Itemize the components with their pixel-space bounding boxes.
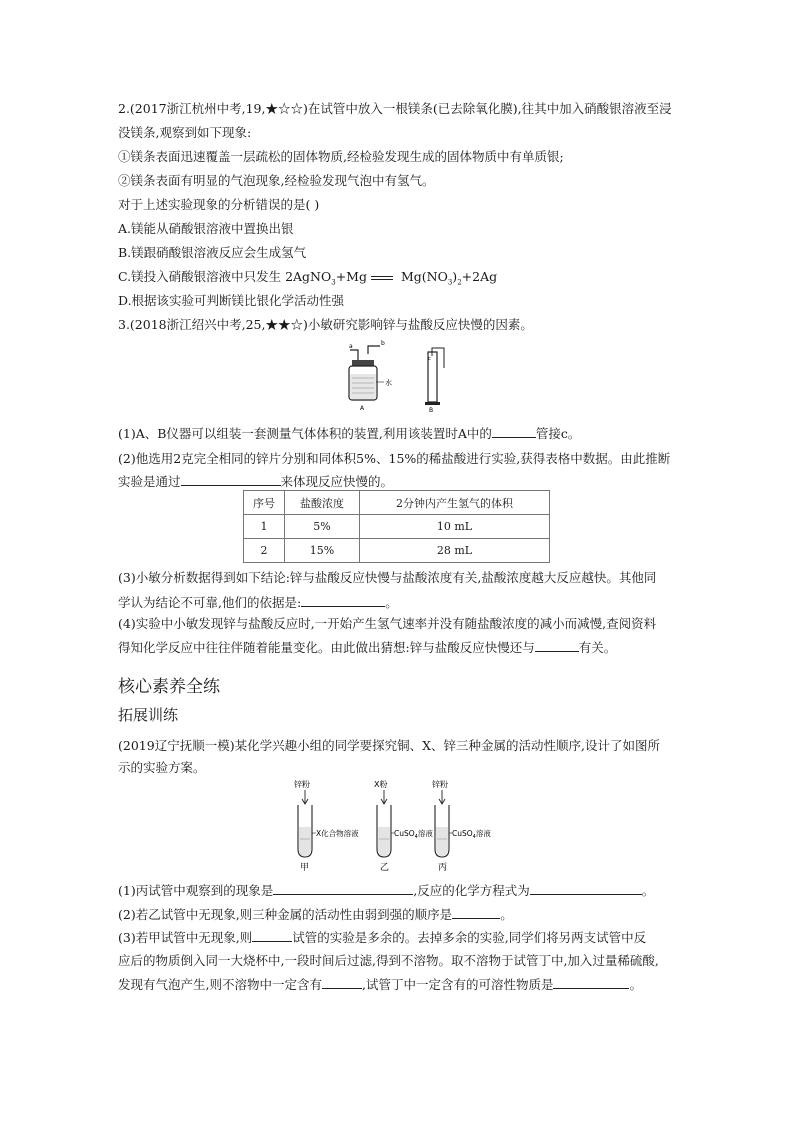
answer-blank-ext-1b[interactable]: [530, 881, 642, 895]
q2-option-d: D.根据该实验可判断镁比银化学活动性强: [118, 293, 345, 308]
table-cell: 5%: [285, 515, 360, 539]
table-cell: 10 mL: [360, 515, 550, 539]
q2-question: 对于上述实验现象的分析错误的是( ): [118, 197, 320, 212]
q3-part-3-line-2: 学认为结论不可靠,他们的依据是: 。: [118, 595, 398, 610]
q3-part-2-line-1: (2)他选用2克完全相同的锌片分别和同体积5%、15%的稀盐酸进行实验,获得表格中数据。由此推断: [118, 451, 671, 466]
ext-part-3-line-1: (3)若甲试管中无现象,则 试管的实验是多余的。去掉多余的实验,同学们将另两支试管中反: [118, 930, 647, 945]
q2-line-3: ①镁条表面迅速覆盖一层疏松的固体物质,经检验发现生成的固体物质中有单质银;: [118, 149, 564, 164]
ext-intro-line-2: 示的实验方案。: [118, 760, 206, 775]
table-cell: 1: [244, 515, 285, 539]
solution-label-1: X化合物溶液: [316, 829, 359, 838]
label-b: b: [381, 340, 385, 347]
answer-blank-ext-1a[interactable]: [273, 881, 413, 895]
answer-blank-ext-3b[interactable]: [322, 975, 362, 989]
label-B: B: [429, 407, 434, 414]
powder-label-1: 锌粉: [294, 780, 310, 789]
q2-option-b: B.镁跟硝酸银溶液反应会生成氢气: [118, 245, 307, 260]
label-water: 水: [385, 379, 392, 387]
solution-label-2: CuSO$_4$溶液: [394, 829, 433, 840]
ext-part-3-line-3: 发现有气泡产生,则不溶物中一定含有 ,试管丁中一定含有的可溶性物质是 。: [118, 977, 642, 992]
tube-label-bing: 丙: [438, 863, 448, 873]
q2-line-2: 没镁条,观察到如下现象:: [118, 125, 252, 140]
table-header: 2分钟内产生氢气的体积: [360, 491, 550, 515]
answer-blank-q3-1[interactable]: [492, 424, 536, 438]
answer-blank-ext-2[interactable]: [452, 905, 500, 919]
label-A: A: [360, 405, 365, 412]
powder-label-2: X粉: [374, 780, 388, 789]
ext-part-1: (1)丙试管中观察到的现象是 ,反应的化学方程式为 。: [118, 883, 655, 898]
q3-part-4-line-1: (4)实验中小敏发现锌与盐酸反应时,一开始产生氢气速率并没有随盐酸浓度的减小而减慢,查阅资料: [118, 616, 657, 631]
table-header-row: [244, 491, 550, 515]
q2-line-4: ②镁条表面有明显的气泡现象,经检验发现气泡中有氢气。: [118, 173, 435, 188]
q2-option-a: A.镁能从硝酸银溶液中置换出银: [118, 221, 294, 236]
q3-part-4-line-2: 得知化学反应中往往伴随着能量变化。由此做出猜想:锌与盐酸反应快慢还与 有关。: [118, 640, 617, 655]
ext-intro-line-1: (2019辽宁抚顺一模)某化学兴趣小组的同学要探究铜、X、锌三种金属的活动性顺序,设计了如图所: [118, 738, 660, 753]
table-cell: 2: [244, 539, 285, 563]
q3-intro: 3.(2018浙江绍兴中考,25,★★☆)小敏研究影响锌与盐酸反应快慢的因素。: [118, 317, 533, 332]
answer-blank-q3-4[interactable]: [535, 638, 579, 652]
answer-blank-ext-3a[interactable]: [252, 928, 292, 942]
ext-part-2: (2)若乙试管中无现象,则三种金属的活动性由弱到强的顺序是 。: [118, 907, 513, 922]
table-cell: 15%: [285, 539, 360, 563]
answer-blank-ext-3c[interactable]: [553, 975, 629, 989]
answer-blank-q3-3[interactable]: [301, 593, 385, 607]
answer-blank-q3-2[interactable]: [181, 472, 281, 486]
q3-part-1: (1)A、B仪器可以组装一套测量气体体积的装置,利用该装置时A中的 管接c。: [118, 426, 581, 441]
q3-part-3-line-1: (3)小敏分析数据得到如下结论:锌与盐酸反应快慢与盐酸浓度有关,盐酸浓度越大反应越快。其他同: [118, 570, 657, 585]
tube-label-jia: 甲: [300, 863, 310, 873]
concentration-table: [243, 490, 550, 563]
table-row: [244, 539, 550, 563]
solution-label-3: CuSO$_4$溶液: [452, 829, 491, 840]
table-cell: 28 mL: [360, 539, 550, 563]
gas-volume-apparatus-figure: [340, 338, 460, 418]
label-a: a: [349, 343, 353, 350]
q3-part-2-line-2: 实验是通过 来体现反应快慢的。: [118, 474, 394, 489]
powder-label-3: 锌粉: [432, 780, 448, 789]
table-header: 序号: [244, 491, 285, 515]
section-subtitle: 拓展训练: [118, 706, 179, 724]
table-row: [244, 515, 550, 539]
q2-option-c: C.镁投入硝酸银溶液中只发生 2AgNO$_3$+Mg $Mg(NO_3)_2+2Ag$: [118, 269, 498, 287]
test-tubes-figure: [290, 777, 530, 873]
section-title: 核心素养全练: [118, 677, 220, 697]
table-header: 盐酸浓度: [285, 491, 360, 515]
ext-part-3-line-2: 应后的物质倒入同一大烧杯中,一段时间后过滤,得到不溶物。取不溶物于试管丁中,加入过量稀硫酸,: [118, 953, 659, 968]
q2-line-1: 2.(2017浙江杭州中考,19,★☆☆)在试管中放入一根镁条(已去除氧化膜),往其中加入硝酸银溶液至浸: [118, 101, 672, 116]
tube-label-yi: 乙: [380, 863, 390, 873]
label-c: c: [428, 356, 431, 362]
